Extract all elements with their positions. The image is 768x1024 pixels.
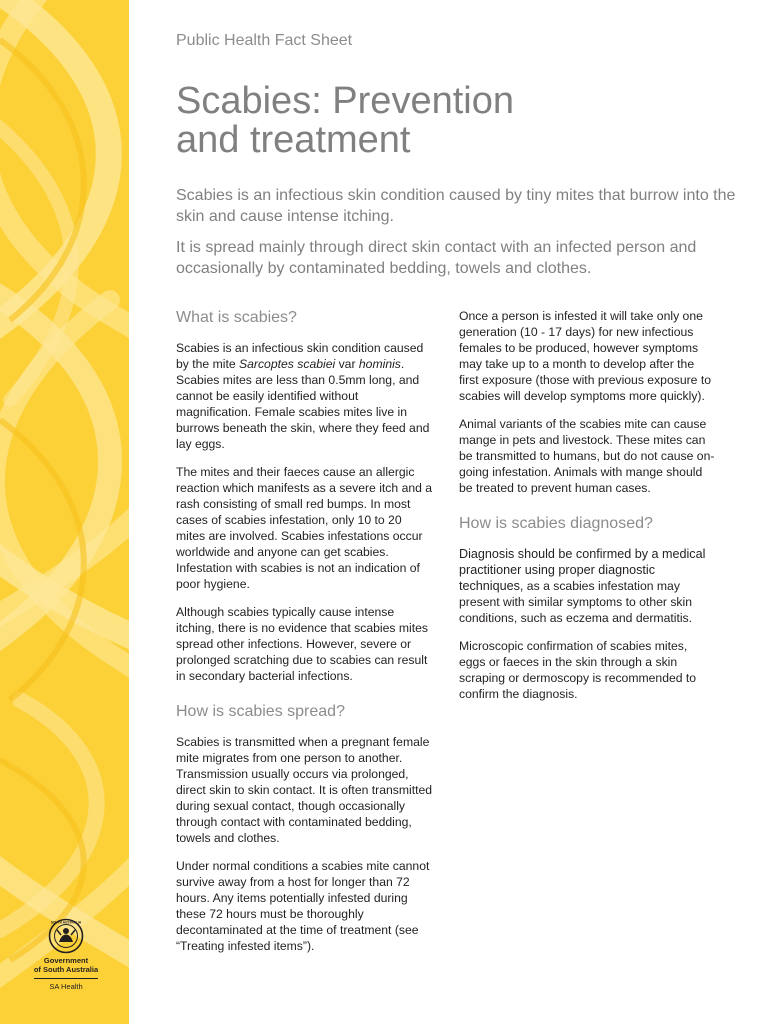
title-line-1: Scabies: Prevention bbox=[176, 80, 514, 122]
what-p1-rest-text: . Scabies mites are less than 0.5mm long, and cannot be easily identified without magnification. Female scabies mites live in burrows beneath the skin, where they feed and lay eggs. bbox=[176, 357, 430, 451]
animal-variants-paragraph: Animal variants of the scabies mite can cause mange in pets and livestock. These mites can be transmitted to humans, but do not cause on-going infestation. Animals with mange should be treated to prevent human cases. bbox=[459, 417, 715, 495]
logo-divider bbox=[34, 978, 98, 979]
left-column bbox=[176, 308, 434, 966]
crest-lettering: SOUTH AUSTRALIA bbox=[50, 920, 82, 925]
right-column bbox=[459, 308, 717, 714]
government-line-1: Government bbox=[43, 956, 89, 965]
diagnosis-paragraph-1 bbox=[459, 546, 717, 626]
section-heading-what-is-scabies: What is scabies? bbox=[176, 309, 297, 326]
fact-sheet-label: Public Health Fact Sheet bbox=[176, 32, 353, 49]
var-text: var bbox=[335, 357, 359, 371]
infestation-paragraph: Once a person is infested it will take only one generation (10 - 17 days) for new infectious females to be produced, however symptoms may take up to a month to develop after the first exposure (those with previous exposure to scabies will develop symptoms more quickly). bbox=[459, 309, 711, 403]
what-p1-intro-text: Scabies is an infectious skin condition caused by the mite bbox=[176, 341, 424, 371]
department-name: SA Health bbox=[49, 982, 83, 991]
spread-paragraph-2: Under normal conditions a scabies mite cannot survive away from a host for longer than 72 hours. Any items potentially infested during these 72 hours must be thoroughly decontaminated at the time of treatment (see “Treating infested items”). bbox=[176, 859, 430, 953]
helix-pattern-decoration bbox=[0, 0, 129, 1024]
decorative-sidebar bbox=[0, 0, 129, 1024]
title-line-2: and treatment bbox=[176, 119, 411, 161]
page-title bbox=[176, 82, 716, 160]
section-heading-how-spread: How is scabies spread? bbox=[176, 703, 345, 720]
section-heading-how-diagnosed: How is scabies diagnosed? bbox=[459, 515, 653, 532]
government-logo bbox=[24, 918, 108, 991]
intro-paragraph-1: Scabies is an infectious skin condition caused by tiny mites that burrow into the skin and cause intense itching. bbox=[176, 187, 736, 225]
intro-paragraph-2: It is spread mainly through direct skin contact with an infected person and occasionally by contaminated bedding, towels and clothes. bbox=[176, 239, 697, 277]
south-australia-crest-icon bbox=[48, 918, 84, 954]
government-line-2: of South Australia bbox=[33, 964, 99, 974]
what-paragraph-2: The mites and their faeces cause an allergic reaction which manifests as a severe itch and a rash consisting of small red bumps. In most cases of scabies infestation, only 10 to 20 mites are involved. Scabies infestations occur worldwide and anyone can get scabies. Infestation with scabies is not an indication of poor hygiene. bbox=[176, 465, 433, 591]
what-paragraph-1 bbox=[176, 340, 434, 452]
what-paragraph-3: Although scabies typically cause intense itching, there is no evidence that scabies mites spread other infections. However, severe or prolonged scratching due to scabies can result in secondary bacterial infections. bbox=[176, 605, 429, 683]
diagnosis-paragraph-2: Microscopic confirmation of scabies mites, eggs or faeces in the skin through a skin scraping or dermoscopy is recommended to confirm the diagnosis. bbox=[459, 639, 697, 701]
variety-name: hominis bbox=[358, 357, 401, 371]
spread-paragraph-1: Scabies is transmitted when a pregnant female mite migrates from one person to another. Transmission usually occurs via prolonged, direct skin to skin contact. It is often transmitted during sexual contact, though occasionally through contact with contaminated bedding, towels and clothes. bbox=[176, 735, 433, 845]
diagnosis-rest: as a scabies infestation may present with similar symptoms to other skin conditions, such as eczema and dermatitis. bbox=[459, 579, 693, 625]
diagnosis-emphasis: Diagnosis should be confirmed by a medical practitioner using proper diagnostic techniques, bbox=[459, 547, 706, 593]
species-name: Sarcoptes scabiei bbox=[239, 357, 336, 371]
